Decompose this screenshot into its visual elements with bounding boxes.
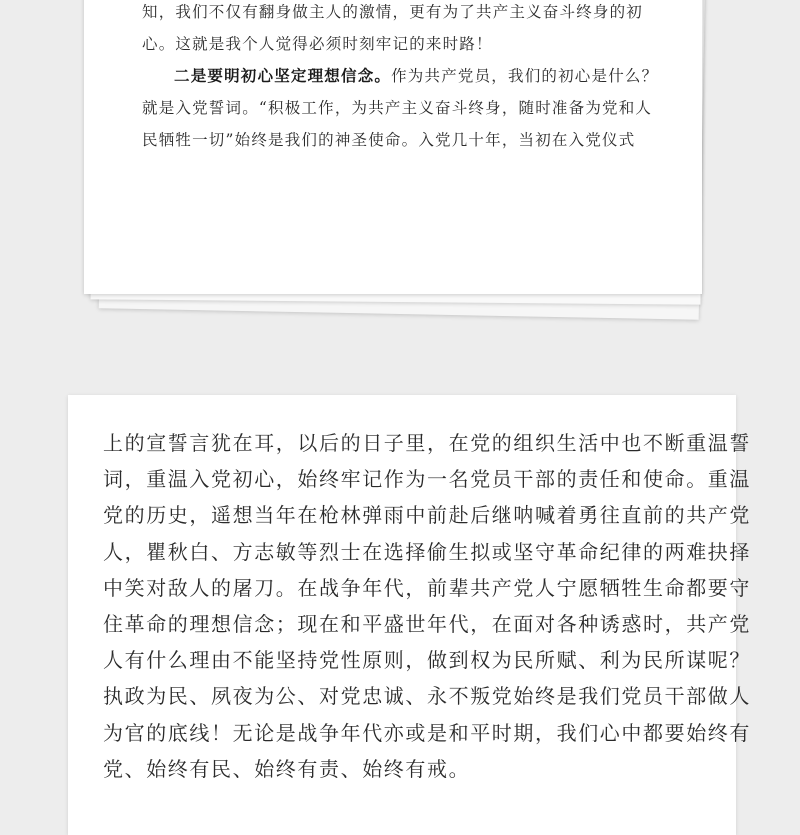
paragraph-2-heading: 二是要明初心坚定理想信念。 — [174, 66, 392, 85]
text-line: 为官的底线！无论是战争年代亦或是和平时期，我们心中都要始终有 — [103, 720, 751, 745]
top-page-text — [142, 0, 662, 156]
top-document-stack — [84, 0, 712, 296]
text-line: 民牺牲一切”始终是我们的神圣使命。入党几十年，当初在入党仪式 — [142, 131, 636, 149]
text-line: 党的历史，遥想当年在枪林弹雨中前赴后继呐喊着勇往直前的共产党 — [103, 503, 751, 528]
text-line: 人有什么理由不能坚持党性原则，做到权为民所赋、利为民所谋呢？ — [103, 648, 751, 673]
text-line: 住革命的理想信念；现在和平盛世年代，在面对各种诱惑时，共产党 — [103, 612, 751, 637]
text-line: 中笑对敌人的屠刀。在战争年代，前辈共产党人宁愿牺牲生命都要守 — [103, 575, 751, 600]
text-line: 人，瞿秋白、方志敏等烈士在选择偷生拟或坚守革命纪律的两难抉择 — [103, 539, 751, 564]
paragraph-2-first-line — [142, 60, 662, 92]
text-line: 作为共产党员，我们的初心是什么？ — [391, 67, 659, 85]
text-line: 心。这就是我个人觉得必须时刻牢记的来时路！ — [142, 35, 493, 53]
text-line: 词，重温入党初心，始终牢记作为一名党员干部的责任和使命。重温 — [103, 467, 751, 492]
text-line: 执政为民、夙夜为公、对党忠诚、永不叛党始终是我们党员干部做人 — [103, 684, 751, 709]
bottom-page-text — [103, 425, 751, 787]
text-line: 知，我们不仅有翻身做主人的激情，更有为了共产主义奋斗终身的初 — [142, 3, 644, 21]
text-line: 上的宣誓言犹在耳，以后的日子里，在党的组织生活中也不断重温誓 — [103, 431, 751, 455]
top-document-page — [84, 0, 702, 294]
text-line: 就是入党誓词。“积极工作，为共产主义奋斗终身，随时准备为党和人 — [142, 99, 653, 117]
text-line: 党、始终有民、始终有责、始终有戒。 — [103, 756, 471, 781]
bottom-document-page — [68, 395, 751, 835]
